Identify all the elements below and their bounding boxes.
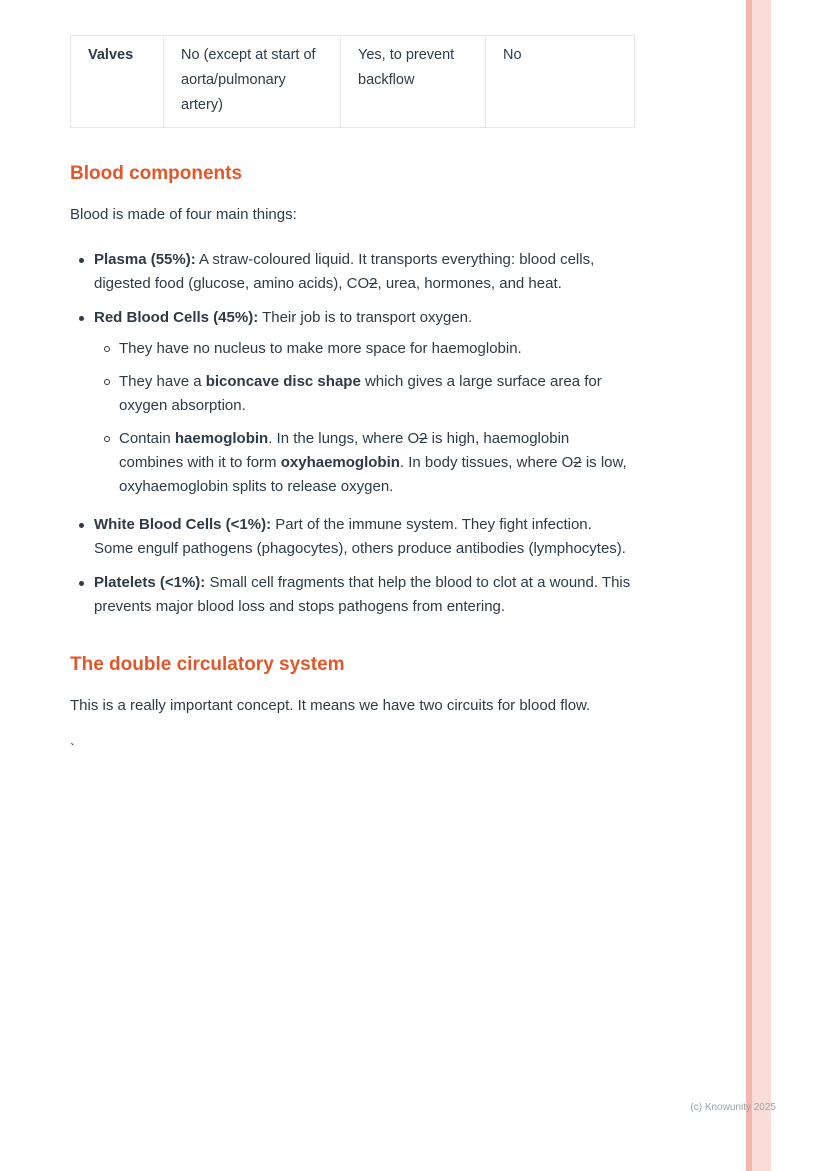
text-segment: Part of the immune system. They fight infection. Some engulf pathogens (phagocytes), others produce antibodies (lymphocytes). (94, 516, 626, 557)
bullet-label: Red Blood Cells (45%): (94, 309, 259, 326)
red-blood-cells-sublist (94, 337, 634, 499)
table-cell-feature (71, 36, 164, 128)
page-content (70, 35, 634, 761)
blood-components-list (70, 248, 634, 619)
section-heading-double-circulatory: The double circulatory system (70, 654, 345, 675)
table-cell-text: Valves (88, 47, 134, 63)
bold-text: oxyhaemoglobin (280, 454, 400, 471)
page-edge-stripe (746, 0, 771, 1171)
sublist-item-nucleus (94, 337, 634, 361)
text-segment: . In the lungs, where O (268, 430, 420, 447)
bold-text: biconcave disc shape (205, 373, 361, 390)
sublist-item-haemoglobin (94, 427, 634, 499)
list-item-red-blood-cells (70, 306, 634, 499)
list-item-white-blood-cells (70, 513, 634, 561)
text-segment: . In body tissues, where O (399, 454, 574, 471)
stray-backtick: ` (70, 741, 75, 758)
text-segment: is high, haemoglobin combines with it to form (119, 430, 570, 471)
text-segment: Contain (119, 430, 175, 447)
list-item-plasma (70, 248, 634, 296)
intro-paragraph: Blood is made of four main things: (70, 206, 297, 223)
section-heading-blood-components: Blood components (70, 163, 243, 184)
table-cell: No (except at start of aorta/pulmonary artery) (164, 36, 341, 128)
subscript-2: 2 (369, 275, 378, 292)
bullet-label: Platelets (<1%): (94, 574, 206, 591)
footer-credit: (c) Knowunity 2025 (690, 1102, 776, 1113)
text-segment: A straw-coloured liquid. It transports everything: blood cells, digested food (glucose, amino acids), CO (94, 251, 595, 292)
text-segment: is low, oxyhaemoglobin splits to release oxygen. (119, 454, 627, 495)
table-cell: Yes, to prevent backflow (341, 36, 486, 128)
double-circulatory-paragraph: This is a really important concept. It means we have two circuits for blood flow. (70, 697, 591, 714)
sublist-item-biconcave (94, 370, 634, 418)
text-segment: Their job is to transport oxygen. (258, 309, 473, 326)
table-row (71, 36, 635, 128)
table-cell: No (486, 36, 635, 128)
text-segment: , urea, hormones, and heat. (377, 275, 562, 292)
list-item-platelets (70, 571, 634, 619)
subscript-2: 2 (573, 454, 582, 471)
bullet-label: White Blood Cells (<1%): (94, 516, 272, 533)
bullet-label: Plasma (55%): (94, 251, 196, 268)
bold-text: haemoglobin (174, 430, 269, 447)
text-segment: which gives a large surface area for oxygen absorption. (119, 373, 602, 414)
subscript-2: 2 (419, 430, 428, 447)
text-segment: They have a (119, 373, 206, 390)
text-segment: They have no nucleus to make more space for haemoglobin. (119, 340, 522, 357)
text-segment: Small cell fragments that help the blood to clot at a wound. This prevents major blood loss and stops pathogens from entering. (94, 574, 631, 615)
comparison-table (70, 35, 635, 128)
